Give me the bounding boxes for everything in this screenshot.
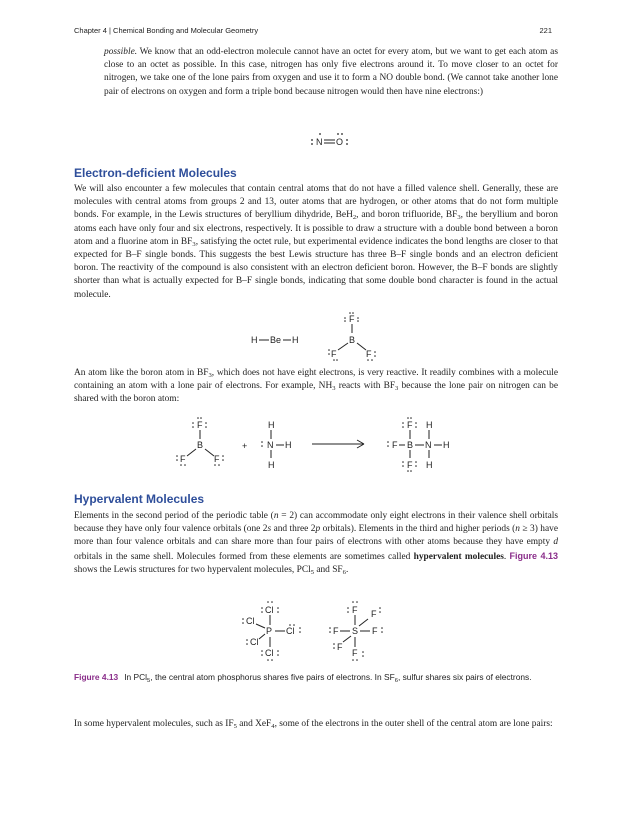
svg-text:F: F — [214, 454, 220, 464]
figure-label: Figure 4.13 — [74, 672, 119, 682]
svg-text:F: F — [366, 349, 372, 359]
svg-text:S: S — [352, 626, 359, 636]
svg-text:B: B — [407, 440, 414, 450]
svg-text:Cl: Cl — [250, 637, 259, 647]
svg-text:H: H — [292, 335, 299, 345]
atom-n: N — [316, 137, 323, 147]
bf3-nh3-reaction — [170, 412, 470, 474]
svg-text:Cl: Cl — [265, 648, 274, 658]
svg-text:H: H — [426, 460, 433, 470]
svg-text:B: B — [197, 440, 204, 450]
svg-text:H: H — [268, 460, 275, 470]
figure-caption: Figure 4.13 In PCl$_5$, the central atom phosphorus shares five pairs of electrons. In $SF_6$, sulfur shares six pairs of electrons. — [74, 672, 532, 684]
svg-text:Cl: Cl — [265, 605, 274, 615]
svg-text:B: B — [349, 335, 356, 345]
svg-text:F: F — [352, 648, 358, 658]
svg-text:H: H — [443, 440, 450, 450]
heading-electron-deficient: Electron-deficient Molecules — [74, 166, 237, 180]
svg-text:F: F — [352, 605, 358, 615]
svg-text:Cl: Cl — [246, 616, 255, 626]
svg-text:H: H — [285, 440, 292, 450]
svg-text:F: F — [333, 626, 339, 636]
svg-text:F: F — [331, 349, 337, 359]
chapter-title: Chapter 4 | Chemical Bonding and Molecular Geometry — [74, 26, 259, 35]
page-number: 221 — [539, 26, 552, 35]
svg-text:N: N — [267, 440, 274, 450]
intro-paragraph: possible. We know that an odd-electron molecule cannot have an octet for every atom, but we want to get each atom as close to an octet as possible. In this case, nitrogen has only five electrons around it. To move closer to an octet for nitrogen, we take one of the lone pairs from oxygen and use it to form a NO double bond. (We cannot take another lone pair of electrons on oxygen and form a triple bond because nitrogen would then have nine electrons:) — [104, 47, 558, 97]
boron-reactivity-paragraph: An atom like the boron atom in $BF_3$, which does not have eight electrons, is very reactive. It readily combines with a molecule containing an atom with a lone pair of electrons. For example, $NH_3$ reacts with $BF_3$ because the lone pair on nitrogen can be shared with the boron atom: — [74, 368, 558, 405]
plus-sign: + — [242, 441, 248, 451]
svg-text:F: F — [180, 454, 186, 464]
figure-4-13-link[interactable]: Figure 4.13 — [509, 550, 558, 561]
svg-text:F: F — [349, 314, 355, 324]
atom-o: O — [336, 137, 344, 147]
hypervalent-paragraph: Elements in the second period of the periodic table (n = 2) can accommodate only eight electrons in their valence shell orbitals because they have only four valence orbitals (one 2s and three 2p orbitals). Elements in the third and higher periods (n ≥ 3) have more than four valence orbitals and can share more than four pairs of electrons with other atoms because they have empty d orbitals in the same shell. Molecules formed from these elements are sometimes called hypervalent molecules. Figure 4.13 shows the Lewis structures for two hypervalent molecules, PCl$_5$ and $SF_6$. — [74, 511, 558, 576]
svg-text:F: F — [392, 440, 398, 450]
svg-text:N: N — [425, 440, 432, 450]
svg-text:F: F — [372, 626, 378, 636]
heading-hypervalent: Hypervalent Molecules — [74, 492, 205, 506]
svg-text:F: F — [337, 642, 343, 652]
svg-text:H: H — [251, 335, 258, 345]
beh2-bf3-structures — [245, 312, 395, 362]
svg-text:Cl: Cl — [286, 626, 295, 636]
svg-text:F: F — [407, 460, 413, 470]
electron-deficient-paragraph: We will also encounter a few molecules that contain central atoms that do not have a filled valence shell. Generally, these are molecules with central atoms from groups 2 and 13, outer atoms that are hydrogen, or other atoms that do not form multiple bonds. For example, in the Lewis structures of beryllium dihydride, BeH$_2$, and boron trifluoride, $BF_3$, the beryllium and boron atoms each have only four and six electrons, respectively. It is possible to draw a structure with a double bond between a boron atom and a fluorine atom in $BF_3$, satisfying the octet rule, but experimental evidence indicates the bond lengths are closer to that expected for B–F single bonds. This suggests the best Lewis structure has three B–F single bonds and an electron deficient boron. The reactivity of the compound is also consistent with an electron deficient boron. However, the B–F bonds are slightly shorter than what is actually expected for B–F single bonds, indicating that some double bond character is found in the actual molecule. — [74, 184, 558, 300]
page-header — [74, 26, 556, 40]
pcl5-sf6-structures — [240, 600, 390, 664]
svg-text:H: H — [268, 420, 275, 430]
svg-text:F: F — [371, 609, 377, 619]
svg-text:P: P — [266, 626, 273, 636]
no-lewis-structure — [300, 130, 360, 152]
svg-text:H: H — [426, 420, 433, 430]
svg-text:F: F — [197, 420, 203, 430]
svg-text:Be: Be — [270, 335, 282, 345]
svg-text:F: F — [407, 420, 413, 430]
lone-pairs-paragraph: In some hypervalent molecules, such as $IF_5$ and XeF$_4$, some of the electrons in the outer shell of the central atom are lone pairs: — [74, 719, 553, 730]
